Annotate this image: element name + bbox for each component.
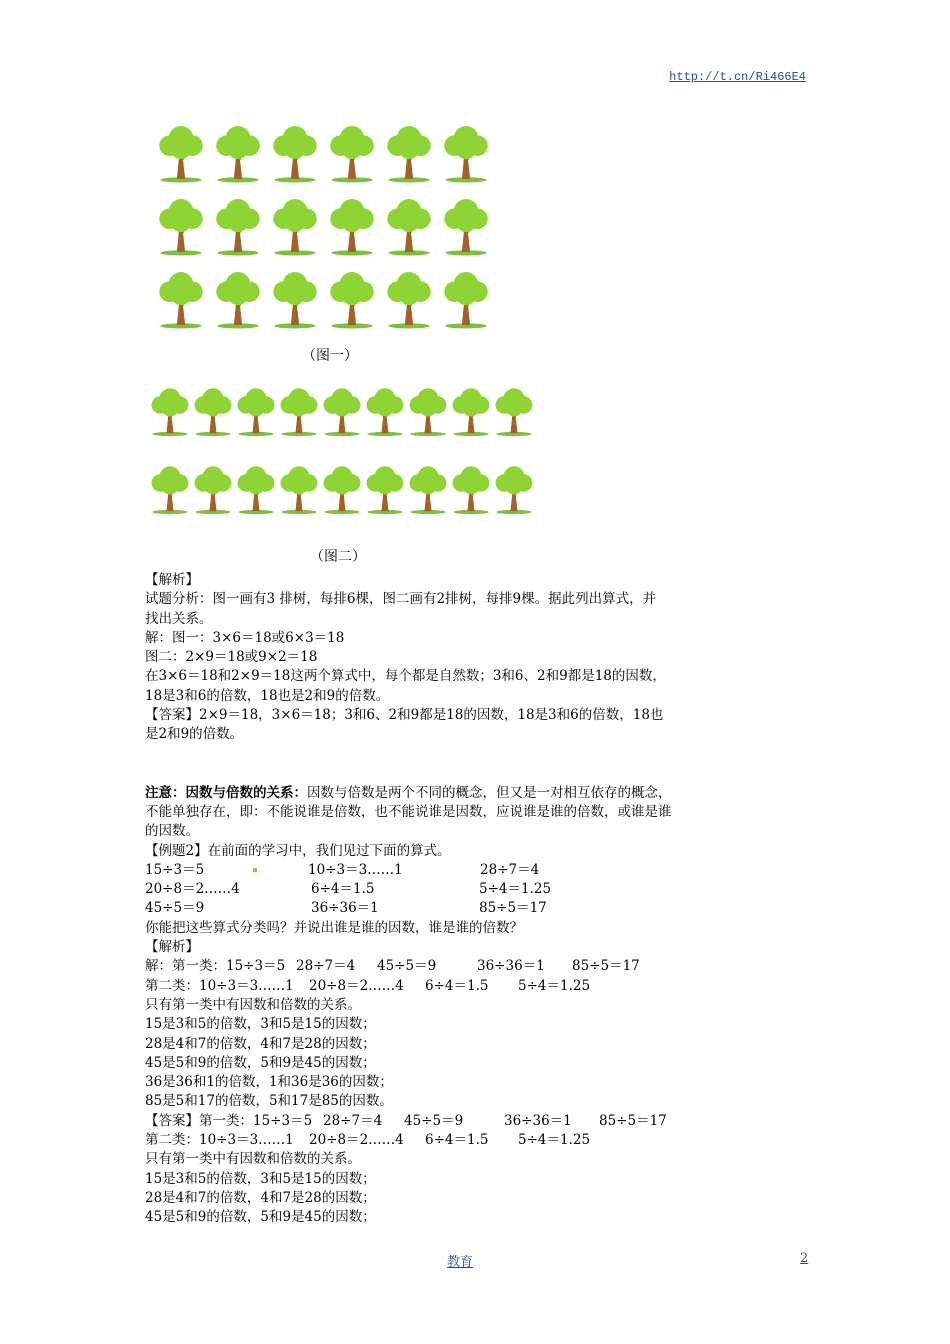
figure-1-caption: （图一） — [302, 348, 358, 364]
tree-icon — [383, 271, 435, 333]
tree-icon — [212, 271, 264, 333]
equation: 28÷7＝4 — [480, 861, 540, 878]
note-line: 的因数。 — [145, 823, 199, 840]
tree-icon — [155, 271, 207, 333]
tree-icon — [363, 383, 407, 445]
answer-line — [145, 706, 810, 725]
tree-icon — [363, 461, 407, 523]
document-body — [145, 571, 810, 1228]
answer-class1-line — [145, 1112, 810, 1131]
analysis-line: 28是4和7的倍数，4和7是28的因数； — [145, 1035, 376, 1052]
equation: 10÷3＝3……1 — [199, 1132, 294, 1149]
analysis-line: 在3×6＝18和2×9＝18这两个算式中，每个都是自然数；3和6、2和9都是18的因数， — [145, 668, 666, 685]
answer-text: 2×9＝18，3×6＝18；3和6、2和9都是18的因数，18是3和6的倍数，18也 — [199, 707, 664, 724]
tree-icon — [449, 461, 493, 523]
equation: 85÷5＝17 — [479, 900, 547, 917]
equation: 28÷7＝4 — [323, 1112, 383, 1129]
tree-icon — [406, 383, 450, 445]
equation: 10÷3＝3……1 — [199, 977, 294, 994]
stray-mark — [253, 868, 257, 872]
tree-icon — [326, 271, 378, 333]
equation: 20÷8＝2……4 — [309, 1132, 404, 1149]
equation: 6÷4＝1.5 — [311, 881, 375, 898]
class2-prefix: 第二类： — [145, 1132, 199, 1149]
analysis-line: 只有第一类中有因数和倍数的关系。 — [145, 996, 361, 1013]
equation: 20÷8＝2……4 — [309, 977, 404, 994]
tree-icon — [234, 383, 278, 445]
tree-icon — [320, 383, 364, 445]
tree-icon — [148, 383, 192, 445]
analysis-line: 图二：2×9＝18或9×2＝18 — [145, 649, 318, 666]
tree-icon — [326, 198, 378, 260]
analysis-label: 【解析】 — [145, 939, 199, 956]
figure-1-trees — [155, 125, 495, 330]
tree-icon — [492, 383, 536, 445]
analysis-line: 解：图一：3×6＝18或6×3＝18 — [145, 629, 345, 646]
equation: 6÷4＝1.5 — [425, 977, 489, 994]
answer-line: 是2和9的倍数。 — [145, 726, 244, 743]
tree-icon — [440, 125, 492, 187]
analysis-line: 85是5和17的倍数，5和17是85的因数。 — [145, 1093, 393, 1110]
analysis-line: 15是3和5的倍数，3和5是15的因数； — [145, 1016, 376, 1033]
class1-line — [145, 957, 810, 976]
tree-icon — [148, 461, 192, 523]
note-heading: 注意：因数与倍数的关系： — [145, 784, 307, 801]
example-line — [145, 842, 810, 861]
tree-icon — [234, 461, 278, 523]
tree-icon — [269, 198, 321, 260]
equation: 85÷5＝17 — [599, 1112, 667, 1129]
tree-icon — [212, 125, 264, 187]
figure-2-caption: （图二） — [310, 549, 366, 565]
tree-icon — [383, 125, 435, 187]
analysis-line: 找出关系。 — [145, 610, 213, 627]
equation: 15÷3＝5 — [253, 1112, 313, 1129]
class2-line — [145, 977, 810, 996]
example-row — [145, 861, 810, 880]
tree-icon — [449, 383, 493, 445]
tree-icon — [155, 198, 207, 260]
tree-icon — [440, 198, 492, 260]
answer-label: 【答案】 — [145, 1112, 199, 1129]
analysis-line: 45是5和9的倍数，5和9是45的因数； — [145, 1054, 376, 1071]
tree-icon — [155, 125, 207, 187]
equation: 5÷4＝1.25 — [518, 977, 591, 994]
header-link[interactable]: http://t.cn/Ri466E4 — [669, 70, 806, 84]
tree-icon — [406, 461, 450, 523]
tree-icon — [440, 271, 492, 333]
equation: 45÷5＝9 — [404, 1112, 464, 1129]
note-text: 因数与倍数是两个不同的概念，但又是一对相互依存的概念， — [307, 784, 672, 801]
equation: 5÷4＝1.25 — [518, 1132, 591, 1149]
equation: 36÷36＝1 — [504, 1112, 572, 1129]
note-line — [145, 784, 810, 803]
analysis-line: 18是3和6的倍数，18也是2和9的倍数。 — [145, 687, 390, 704]
answer-line: 15是3和5的倍数，3和5是15的因数； — [145, 1170, 376, 1187]
analysis-line: 试题分析：图一画有3 排树，每排6棵，图二画有2排树，每排9棵。据此列出算式，并 — [145, 591, 657, 608]
class2-prefix: 第二类： — [145, 977, 199, 994]
equation: 5÷4＝1.25 — [479, 881, 552, 898]
equation: 15÷3＝5 — [226, 958, 286, 975]
equation: 15÷3＝5 — [145, 861, 205, 878]
equation: 28÷7＝4 — [296, 958, 356, 975]
tree-icon — [269, 125, 321, 187]
tree-icon — [320, 461, 364, 523]
tree-icon — [277, 383, 321, 445]
answer-class2-line — [145, 1131, 810, 1150]
answer-line: 45是5和9的倍数，5和9是45的因数； — [145, 1209, 376, 1226]
equation: 85÷5＝17 — [572, 958, 640, 975]
example-row — [145, 880, 810, 899]
equation: 20÷8＝2……4 — [145, 881, 240, 898]
example-question: 你能把这些算式分类吗？并说出谁是谁的因数，谁是谁的倍数？ — [145, 919, 523, 936]
tree-icon — [492, 461, 536, 523]
example-label: 【例题2】 — [145, 842, 208, 859]
example-intro: 在前面的学习中，我们见过下面的算式。 — [207, 842, 451, 859]
page-number: 2 — [800, 1251, 809, 1266]
tree-icon — [383, 198, 435, 260]
equation: 45÷5＝9 — [145, 900, 205, 917]
tree-icon — [277, 461, 321, 523]
analysis-label: 【解析】 — [145, 572, 199, 588]
answer-line: 只有第一类中有因数和倍数的关系。 — [145, 1151, 361, 1168]
figure-2-trees — [148, 383, 533, 525]
analysis-line: 36是36和1的倍数，1和36是36的因数； — [145, 1074, 393, 1091]
tree-icon — [212, 198, 264, 260]
class1-prefix: 解：第一类： — [145, 958, 226, 975]
footer-link[interactable]: 教育 — [447, 1255, 474, 1270]
answer-line: 28是4和7的倍数，4和7是28的因数； — [145, 1189, 376, 1206]
tree-icon — [269, 271, 321, 333]
tree-icon — [191, 383, 235, 445]
tree-icon — [326, 125, 378, 187]
equation: 36÷36＝1 — [477, 958, 545, 975]
answer-label: 【答案】 — [145, 707, 199, 724]
equation: 10÷3＝3……1 — [308, 861, 403, 878]
equation: 36÷36＝1 — [311, 900, 379, 917]
equation: 6÷4＝1.5 — [425, 1132, 489, 1149]
example-row — [145, 899, 810, 918]
tree-icon — [191, 461, 235, 523]
note-line: 不能单独存在，即：不能说谁是倍数，也不能说谁是因数，应说谁是谁的倍数，或谁是谁 — [145, 803, 672, 820]
class1-prefix: 第一类： — [199, 1112, 253, 1129]
equation: 45÷5＝9 — [377, 958, 437, 975]
